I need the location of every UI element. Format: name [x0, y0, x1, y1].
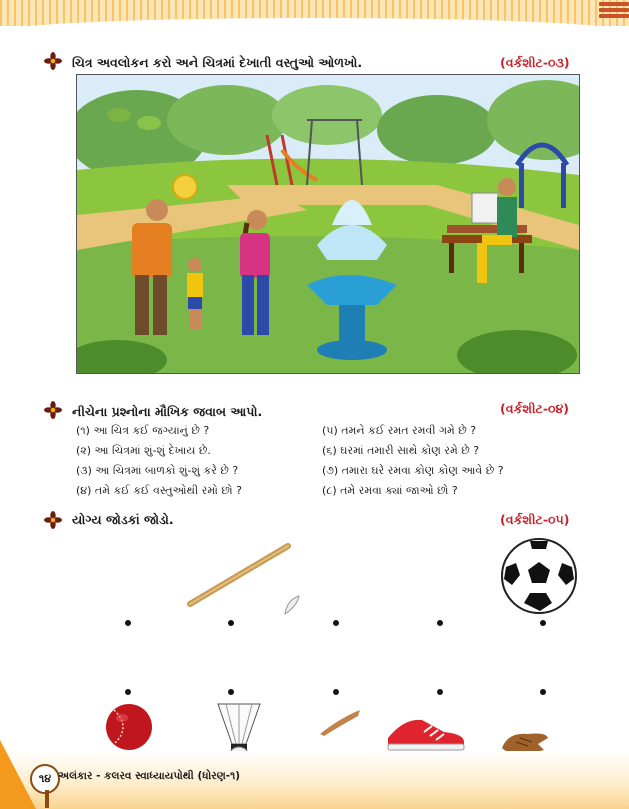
gilli-image [318, 708, 362, 738]
sports-shoe-image [384, 710, 468, 752]
question-4: (૪) તમે કઈ કઈ વસ્તુઓથી રમો છો ? [76, 484, 242, 497]
flower-bullet-icon [44, 52, 62, 70]
section-3-title: યોગ્ય જોડકાં જોડો. [72, 512, 174, 527]
cricket-ball-image [104, 702, 154, 752]
book-stack-icon [599, 2, 629, 24]
footer-book-title: અલંકાર - કલરવ સ્વાધ્યાયપોથી (ધોરણ-૧) [58, 770, 241, 782]
question-6: (૬) ઘરમાં તમારી સાથે કોણ રમે છે ? [322, 444, 480, 457]
flower-bullet-icon [44, 511, 62, 529]
section-1-title: ચિત્ર અવલોકન કરો અને ચિત્રમાં દેખાતી વસ્તુઓ ઓળખો. [72, 55, 363, 70]
park-scene-illustration [76, 74, 580, 374]
match-dot-bottom[interactable] [437, 689, 443, 695]
worksheet-05-tag: (વર્કશીટ-૦૫) [500, 512, 570, 527]
page-number: ૧૪ [30, 764, 60, 794]
stick-bat-image [184, 540, 294, 610]
match-dot-top[interactable] [437, 620, 443, 626]
question-1: (૧) આ ચિત્ર કઈ જગ્યાનું છે ? [76, 424, 210, 437]
match-dot-bottom[interactable] [540, 689, 546, 695]
match-dot-top[interactable] [228, 620, 234, 626]
question-2: (૨) આ ચિત્રમાં શું-શું દેખાય છે. [76, 444, 211, 457]
match-dot-bottom[interactable] [125, 689, 131, 695]
question-7: (૭) તમારા ઘરે રમવા કોણ કોણ આવે છે ? [322, 464, 504, 477]
section-2-title: નીચેના પ્રશ્નોના મૌખિક જવાબ આપો. [72, 404, 263, 419]
match-dot-top[interactable] [333, 620, 339, 626]
question-5: (૫) તમને કઈ રમત રમવી ગમે છે ? [322, 424, 477, 437]
match-dot-bottom[interactable] [333, 689, 339, 695]
flower-bullet-icon [44, 401, 62, 419]
question-3: (૩) આ ચિત્રમાં બાળકો શું-શું કરે છે ? [76, 464, 239, 477]
football-image [500, 537, 578, 615]
worksheet-04-tag: (વર્કશીટ-૦૪) [500, 401, 569, 416]
match-dot-bottom[interactable] [228, 689, 234, 695]
match-dot-top[interactable] [540, 620, 546, 626]
question-8: (૮) તમે રમવા ક્યાં જાઓ છો ? [322, 484, 458, 497]
match-dot-top[interactable] [125, 620, 131, 626]
worksheet-03-tag: (વર્કશીટ-૦૩) [500, 55, 570, 70]
magnifier-handle-icon [40, 790, 54, 808]
feather-image [283, 594, 301, 616]
